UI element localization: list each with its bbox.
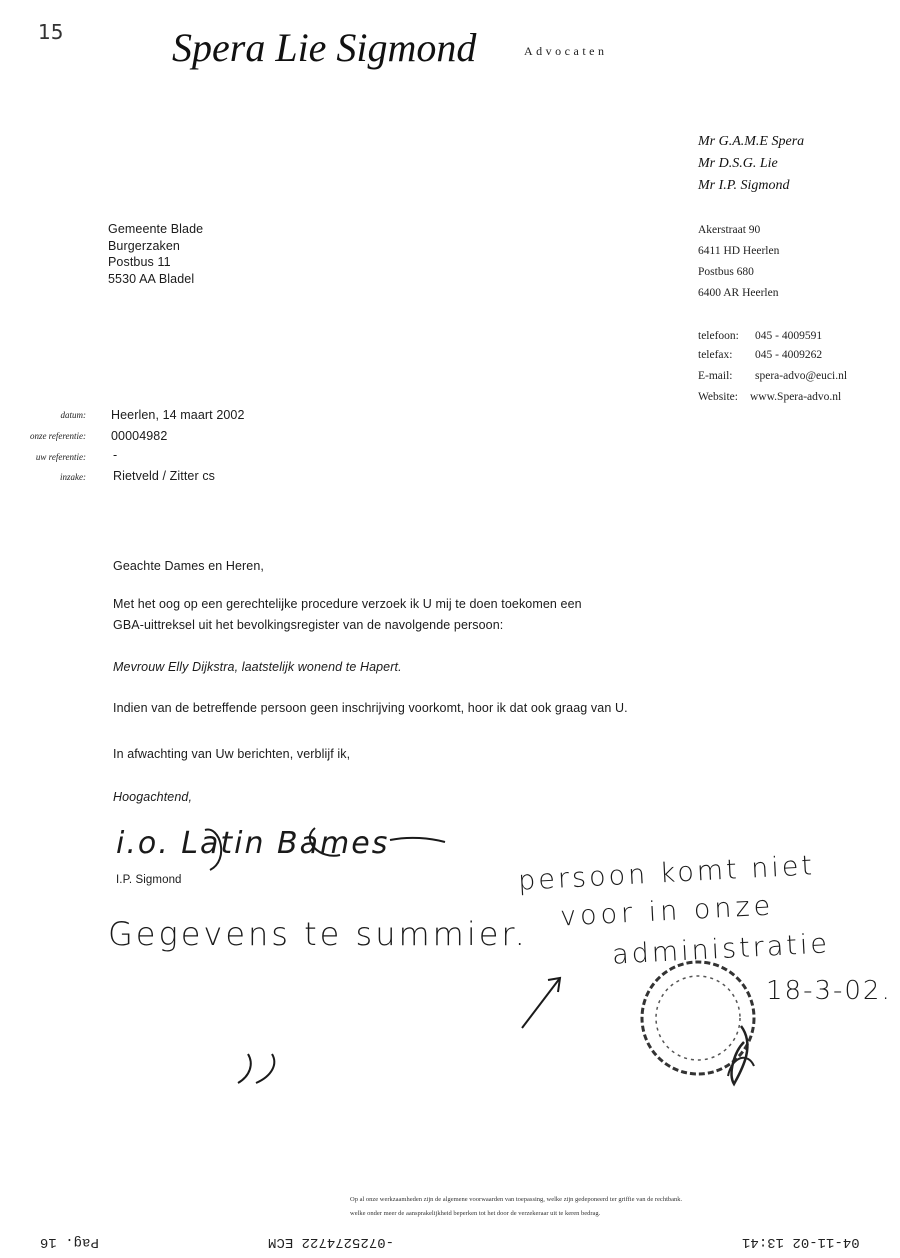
uw-ref-value: - xyxy=(113,448,118,462)
salutation: Geachte Dames en Heren, xyxy=(113,559,264,573)
signature-strokes-icon xyxy=(110,820,450,880)
paragraph-line: In afwachting van Uw berichten, verblijf ik, xyxy=(113,747,351,761)
person-line: Mevrouw Elly Dijkstra, laatstelijk wonend te Hapert. xyxy=(113,660,402,674)
handwritten-note-left: Gegevens te summier. xyxy=(108,915,528,953)
fax-time: 04-11-02 13:41 xyxy=(742,1234,860,1250)
datum-value: Heerlen, 14 maart 2002 xyxy=(111,408,245,422)
website-value: www.Spera-advo.nl xyxy=(750,391,842,403)
arrow-icon xyxy=(518,972,568,1032)
telefax-label: telefax: xyxy=(698,349,733,361)
paragraph-line: Met het oog op een gerechtelijke procedure verzoek ik U mij te doen toekomen een xyxy=(113,597,582,611)
firm-name: Spera Lie Sigmond xyxy=(172,25,477,70)
inzake-value: Rietveld / Zitter cs xyxy=(113,469,216,483)
partner-name: Mr G.A.M.E Spera xyxy=(698,134,805,149)
uw-ref-label: uw referentie: xyxy=(35,452,86,462)
email-value: spera-advo@euci.nl xyxy=(755,370,848,382)
footer-small-print: Op al onze werkzaamheden zijn de algemene voorwaarden van toepassing, welke zijn gedeponeerd ter griffie van de rechtbank. xyxy=(350,1196,683,1203)
website-label: Website: xyxy=(698,391,738,403)
firm-type: Advocaten xyxy=(524,44,608,58)
note-line: persoon komt niet xyxy=(517,850,816,897)
recipient-line: Burgerzaken xyxy=(108,239,180,253)
recipient-line: Postbus 11 xyxy=(108,255,171,269)
telefax-value: 045 - 4009262 xyxy=(755,349,823,361)
partner-name: Mr I.P. Sigmond xyxy=(698,178,790,193)
inzake-label: inzake: xyxy=(60,472,86,482)
address-line: 6411 HD Heerlen xyxy=(698,245,780,257)
paragraph-line: Indien van de betreffende persoon geen inschrijving voorkomt, hoor ik dat ook graag van U. xyxy=(113,701,628,715)
signer-name: I.P. Sigmond xyxy=(116,874,182,886)
note-line: administratie xyxy=(611,928,831,971)
footer-small-print: welke onder meer de aansprakelijkheid beperken tot het door de verzekeraar uit te keren bedrag. xyxy=(350,1210,601,1217)
page-mark: 15 xyxy=(38,20,64,44)
telefoon-value: 045 - 4009591 xyxy=(755,330,823,342)
handwritten-date: 18-3-02. xyxy=(766,976,892,1006)
telefoon-label: telefoon: xyxy=(698,330,739,342)
paragraph-line: GBA-uittreksel uit het bevolkingsregister van de navolgende persoon: xyxy=(113,618,504,632)
municipal-stamp-icon xyxy=(616,956,786,1091)
address-line: Postbus 680 xyxy=(698,266,754,278)
signature-text: i.o. Latin Bames xyxy=(116,826,390,861)
pen-marks-icon xyxy=(228,1048,288,1088)
datum-label: datum: xyxy=(60,410,86,420)
onze-ref-label: onze referentie: xyxy=(29,431,86,441)
note-line: voor in onze xyxy=(559,890,775,933)
address-line: Akerstraat 90 xyxy=(698,224,761,236)
closing: Hoogachtend, xyxy=(113,790,193,804)
fax-page: Pag. 16 xyxy=(40,1234,99,1250)
onze-ref-value: 00004982 xyxy=(111,429,168,443)
partner-name: Mr D.S.G. Lie xyxy=(698,156,778,171)
recipient-line: Gemeente Blade xyxy=(108,222,204,236)
email-label: E-mail: xyxy=(698,370,733,382)
address-line: 6400 AR Heerlen xyxy=(698,287,779,299)
fax-number: -0725274722 ECM xyxy=(268,1234,395,1250)
recipient-line: 5530 AA Bladel xyxy=(108,272,195,286)
